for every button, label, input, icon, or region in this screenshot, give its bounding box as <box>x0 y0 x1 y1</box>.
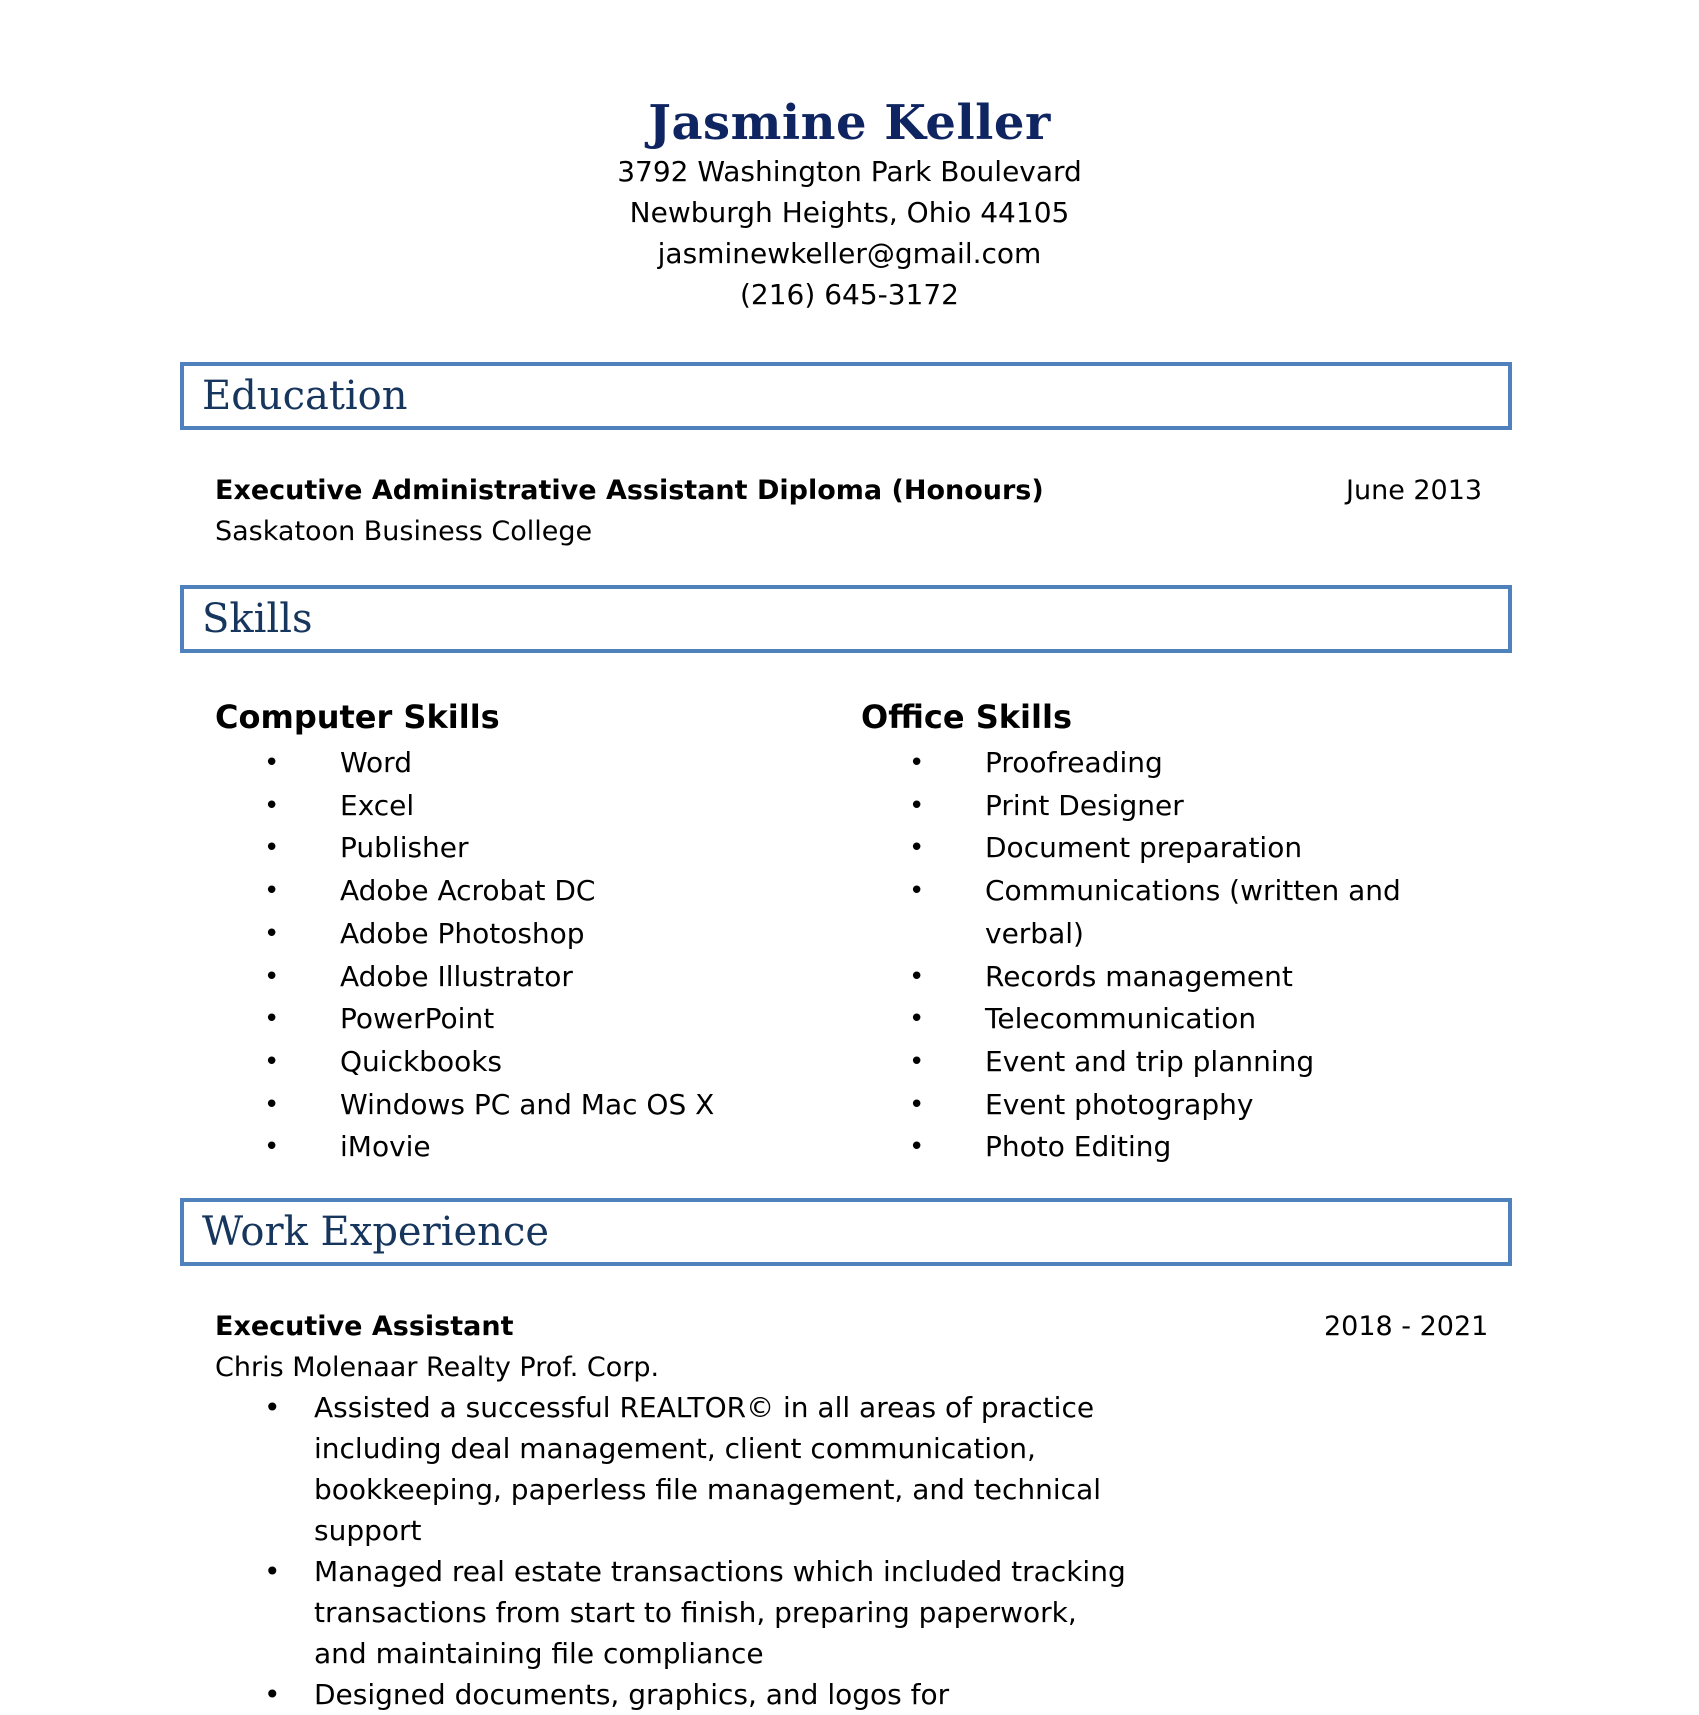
list-item: • Quickbooks <box>264 1044 503 1078</box>
list-item: • Word <box>264 746 412 779</box>
list-item: • Event photography <box>909 1087 1254 1121</box>
education-degree: Executive Administrative Assistant Diploma (Honours) <box>215 475 1044 506</box>
education-section-header <box>180 362 1512 430</box>
list-item: • Print Designer <box>909 788 1184 822</box>
work-section-header <box>180 1198 1512 1266</box>
phone-number: (216) 645-3172 <box>740 278 959 311</box>
list-item: • Adobe Acrobat DC <box>264 874 596 908</box>
skills-section-header <box>180 585 1512 653</box>
education-school: Saskatoon Business College <box>215 516 593 547</box>
list-item: • Managed real estate transactions which included tracking transactions from start to finish, preparing paperwork, and maintaining file compliance <box>264 1555 1126 1670</box>
job-duties-list <box>264 1387 1134 1715</box>
office-skills-list <box>909 742 1469 1169</box>
list-item: verbal) <box>985 916 1084 950</box>
work-section-title: Work Experience <box>202 1209 550 1255</box>
list-item: • iMovie <box>264 1130 431 1164</box>
job-dates: 2018 - 2021 <box>1324 1311 1489 1342</box>
email-address: jasminewkeller@gmail.com <box>657 237 1042 270</box>
list-item: • Photo Editing <box>909 1130 1172 1164</box>
skills-section-title: Skills <box>202 596 313 642</box>
computer-skills-heading: Computer Skills <box>215 698 500 736</box>
resume-header <box>0 95 1699 315</box>
list-item: • Assisted a successful REALTOR© in all areas of practice including deal management, client communication, bookkeeping, paperless file management, and technical support <box>264 1391 1102 1547</box>
list-item: • Publisher <box>264 831 469 865</box>
list-item: • Document preparation <box>909 831 1303 865</box>
computer-skills-list <box>264 742 784 1169</box>
list-item: • Event and trip planning <box>909 1044 1315 1078</box>
office-skills-heading: Office Skills <box>861 698 1072 736</box>
address-line-1: 3792 Washington Park Boulevard <box>617 155 1082 188</box>
address-line-2: Newburgh Heights, Ohio 44105 <box>629 196 1070 229</box>
list-item: • Excel <box>264 788 415 822</box>
education-date: June 2013 <box>1346 475 1483 506</box>
list-item: • Designed documents, graphics, and logos for <box>264 1678 950 1711</box>
company-name: Chris Molenaar Realty Prof. Corp. <box>215 1352 660 1383</box>
list-item: • Communications (written and <box>909 874 1401 908</box>
list-item: • Telecommunication <box>909 1002 1257 1036</box>
list-item: • PowerPoint <box>264 1002 495 1036</box>
list-item: • Adobe Illustrator <box>264 959 573 993</box>
list-item: • Adobe Photoshop <box>264 916 585 950</box>
job-title: Executive Assistant <box>215 1311 514 1342</box>
list-item: • Proofreading <box>909 746 1163 779</box>
list-item: • Windows PC and Mac OS X <box>264 1087 715 1121</box>
applicant-name: Jasmine Keller <box>648 95 1051 151</box>
education-section-title: Education <box>202 373 408 419</box>
list-item: • Records management <box>909 959 1293 993</box>
